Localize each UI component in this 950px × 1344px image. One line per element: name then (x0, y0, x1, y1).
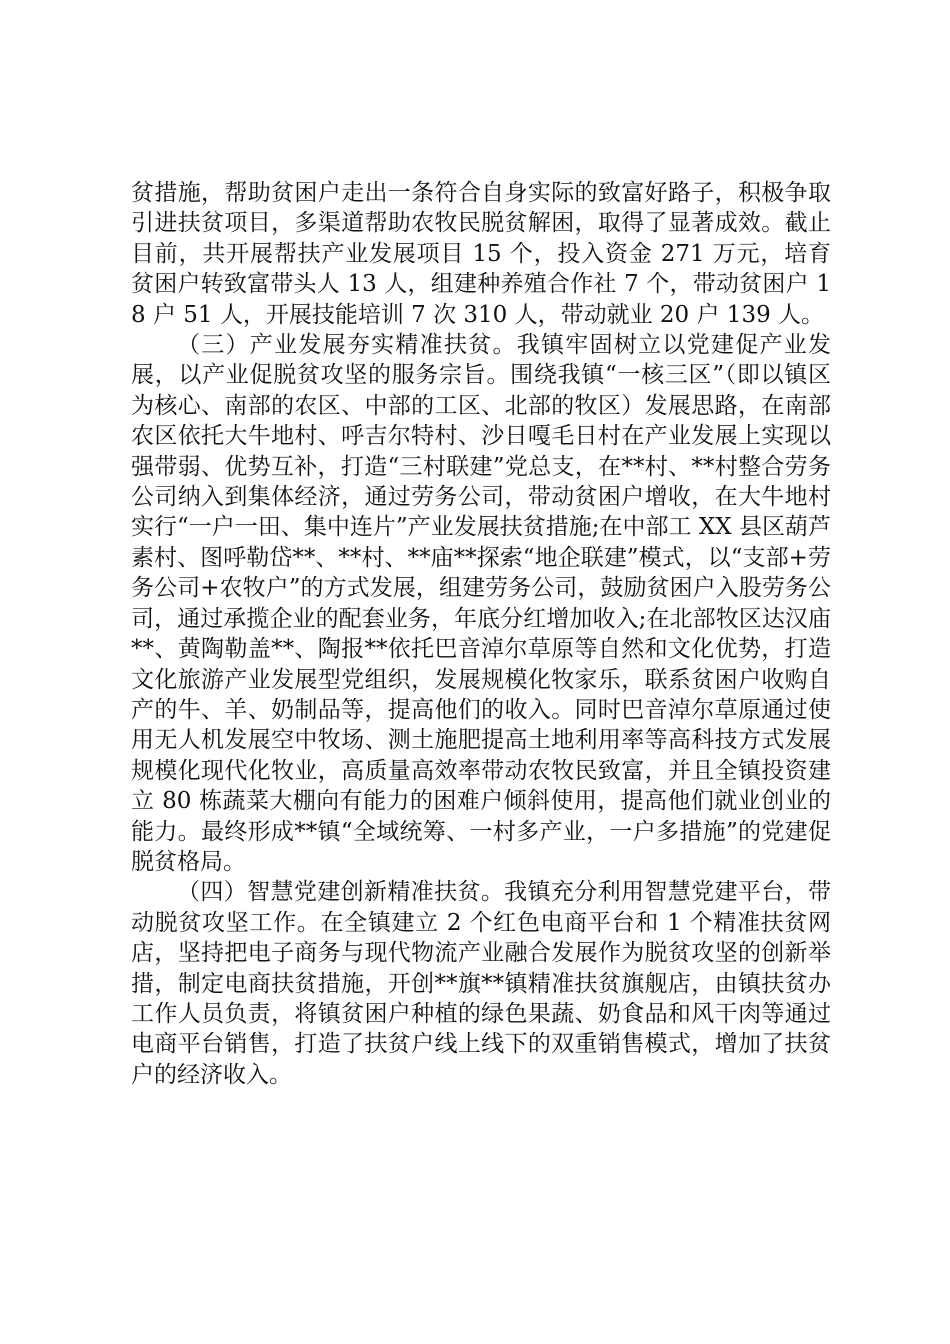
paragraph-continuation: 贫措施，帮助贫困户走出一条符合自身实际的致富好路子，积极争取引进扶贫项目，多渠道帮助农牧民脱贫解困，取得了显著成效。截止目前，共开展帮扶产业发展项目 15 个，投入资金 271 万元，培育贫困户转致富带头人 13 人，组建种养殖合作社 7 个，带动贫困户 18 户 51 人，开展技能培训 7 次 310 人，带动就业 20 户 139 人。 (131, 180, 831, 328)
document-page (131, 178, 831, 1090)
paragraph-section-four: （四）智慧党建创新精准扶贫。我镇充分利用智慧党建平台，带动脱贫攻坚工作。在全镇建立 2 个红色电商平台和 1 个精准扶贫网店，坚持把电子商务与现代物流产业融合发展作为脱贫攻坚的创新举措，制定电商扶贫措施，开创**旗**镇精准扶贫旗舰店，由镇扶贫办工作人员负责，将镇贫困户种植的绿色果蔬、奶食品和风干肉等通过电商平台销售，打造了扶贫户线上线下的双重销售模式，增加了扶贫户的经济收入。 (131, 879, 831, 1088)
paragraph-section-three: （三）产业发展夯实精准扶贫。我镇牢固树立以党建促产业发展，以产业促脱贫攻坚的服务宗旨。围绕我镇“一核三区”（即以镇区为核心、南部的农区、中部的工区、北部的牧区）发展思路，在南部农区依托大牛地村、呼吉尔特村、沙日嘎毛日村在产业发展上实现以强带弱、优势互补，打造“三村联建”党总支，在**村、**村整合劳务公司纳入到集体经济，通过劳务公司，带动贫困户增收，在大牛地村实行“一户一田、集中连片”产业发展扶贫措施;在中部工 XX 县区葫芦素村、图呼勒岱**、**村、**庙**探索“地企联建”模式，以“支部+劳务公司+农牧户”的方式发展，组建劳务公司，鼓励贫困户入股劳务公司，通过承揽企业的配套业务，年底分红增加收入;在北部牧区达汉庙**、黄陶勒盖**、陶报**依托巴音淖尔草原等自然和文化优势，打造文化旅游产业发展型党组织，发展规模化牧家乐，联系贫困户收购自产的牛、羊、奶制品等，提高他们的收入。同时巴音淖尔草原通过使用无人机发展空中牧场、测土施肥提高土地利用率等高科技方式发展规模化现代化牧业，高质量高效率带动农牧民致富，并且全镇投资建立 80 栋蔬菜大棚向有能力的困难户倾斜使用，提高他们就业创业的能力。最终形成**镇“全域统筹、一村多产业，一户多措施”的党建促脱贫格局。 (131, 332, 831, 875)
